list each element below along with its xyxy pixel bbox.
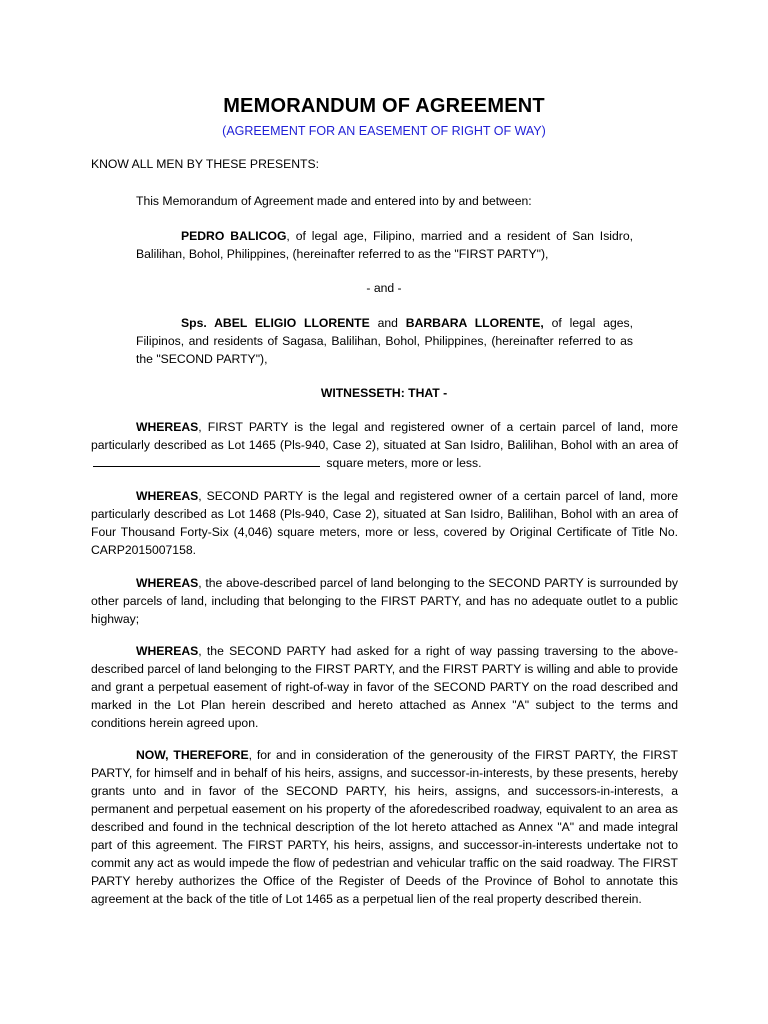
- second-party-text: of legal ages, Filipinos, and residents of Sagasa, Balilihan, Bohol, Philippines, (hereinafter referred to as the "SECOND PARTY"),: [136, 316, 634, 366]
- whereas-paragraph-1: [91, 418, 678, 472]
- whereas-1-text: , FIRST PARTY is the legal and registered owner of a certain parcel of land, more particularly described as Lot 1465 (Pls-940, Case 2), situated at San Isidro, Balilihan, Bohol with an area of: [91, 420, 678, 452]
- whereas-paragraph-4: [91, 642, 678, 732]
- whereas-2-text: , SECOND PARTY is the legal and registered owner of a certain parcel of land, more particularly described as Lot 1468 (Pls-940, Case 2), situated at San Isidro, Balilihan, Bohol with an area of Four Thousand Forty-Six (4,046) square meters, more or less, covered by Original Certificate of Title No. CARP2015007158.: [91, 489, 678, 557]
- whereas-paragraph-3: [91, 574, 678, 628]
- whereas-2-lead: WHEREAS: [136, 489, 199, 503]
- first-party-paragraph: [136, 227, 633, 263]
- now-therefore-paragraph: [91, 746, 678, 908]
- second-party-connector: and: [369, 316, 406, 330]
- second-party-name-1: ABEL ELIGIO LLORENTE: [214, 316, 370, 330]
- first-party-text: , of legal age, Filipino, married and a resident of San Isidro, Balilihan, Bohol, Philippines, (hereinafter referred to as the "FIRST PARTY"),: [136, 229, 633, 261]
- second-party-name-2: BARBARA LLORENTE,: [405, 316, 544, 330]
- whereas-3-lead: WHEREAS: [136, 576, 199, 590]
- and-separator: - and -: [366, 281, 402, 295]
- now-therefore-text: , for and in consideration of the generousity of the FIRST PARTY, the FIRST PARTY, for himself and in behalf of his heirs, assigns, and successor-in-interests, by these presents, hereby grants unto and in favor of the SECOND PARTY, his heirs, assigns, and successors-in-interests, a permanent and perpetual easement on his property of the aforedescribed roadway, equivalent to an area as described and found in the technical description of the lot hereto attached as Annex "A" and made integral part of this agreement. The FIRST PARTY, his heirs, assigns, and successor-in-interests undertake not to commit any act as would impede the flow of pedestrian and vehicular traffic on the said roadway. The FIRST PARTY hereby authorizes the Office of the Register of Deeds of the Province of Bohol to annotate this agreement at the back of the title of Lot 1465 as a perpetual lien of the real property described therein.: [91, 748, 679, 906]
- whereas-1-lead: WHEREAS: [136, 420, 199, 434]
- now-therefore-lead: NOW, THEREFORE: [136, 748, 249, 762]
- whereas-4-text: , the SECOND PARTY had asked for a right of way passing traversing to the above-described parcel of land belonging to the FIRST PARTY, and the FIRST PARTY is willing and able to provide and grant a perpetual easement of right-of-way in favor of the SECOND PARTY on the road described and marked in the Lot Plan herein described and hereto attached as Annex "A" subject to the terms and conditions herein agreed upon.: [91, 644, 678, 730]
- whereas-paragraph-2: [91, 487, 678, 559]
- second-party-paragraph: [136, 314, 633, 368]
- document-subtitle: (AGREEMENT FOR AN EASEMENT OF RIGHT OF WAY): [222, 124, 546, 138]
- know-all-men-line: KNOW ALL MEN BY THESE PRESENTS:: [91, 157, 320, 171]
- whereas-4-lead: WHEREAS: [136, 644, 199, 658]
- witnesseth-heading: WITNESSETH: THAT -: [320, 386, 448, 400]
- whereas-3-text: , the above-described parcel of land belonging to the SECOND PARTY is surrounded by other parcels of land, including that belonging to the FIRST PARTY, and has no adequate outlet to a public highway;: [91, 576, 678, 626]
- intro-paragraph: This Memorandum of Agreement made and entered into by and between:: [136, 194, 532, 208]
- second-party-prefix: Sps.: [181, 316, 215, 330]
- area-blank-line: [93, 455, 320, 467]
- whereas-1-text-end: square meters, more or less.: [326, 456, 482, 470]
- first-party-name: PEDRO BALICOG: [181, 229, 287, 243]
- document-title: MEMORANDUM OF AGREEMENT: [223, 95, 545, 117]
